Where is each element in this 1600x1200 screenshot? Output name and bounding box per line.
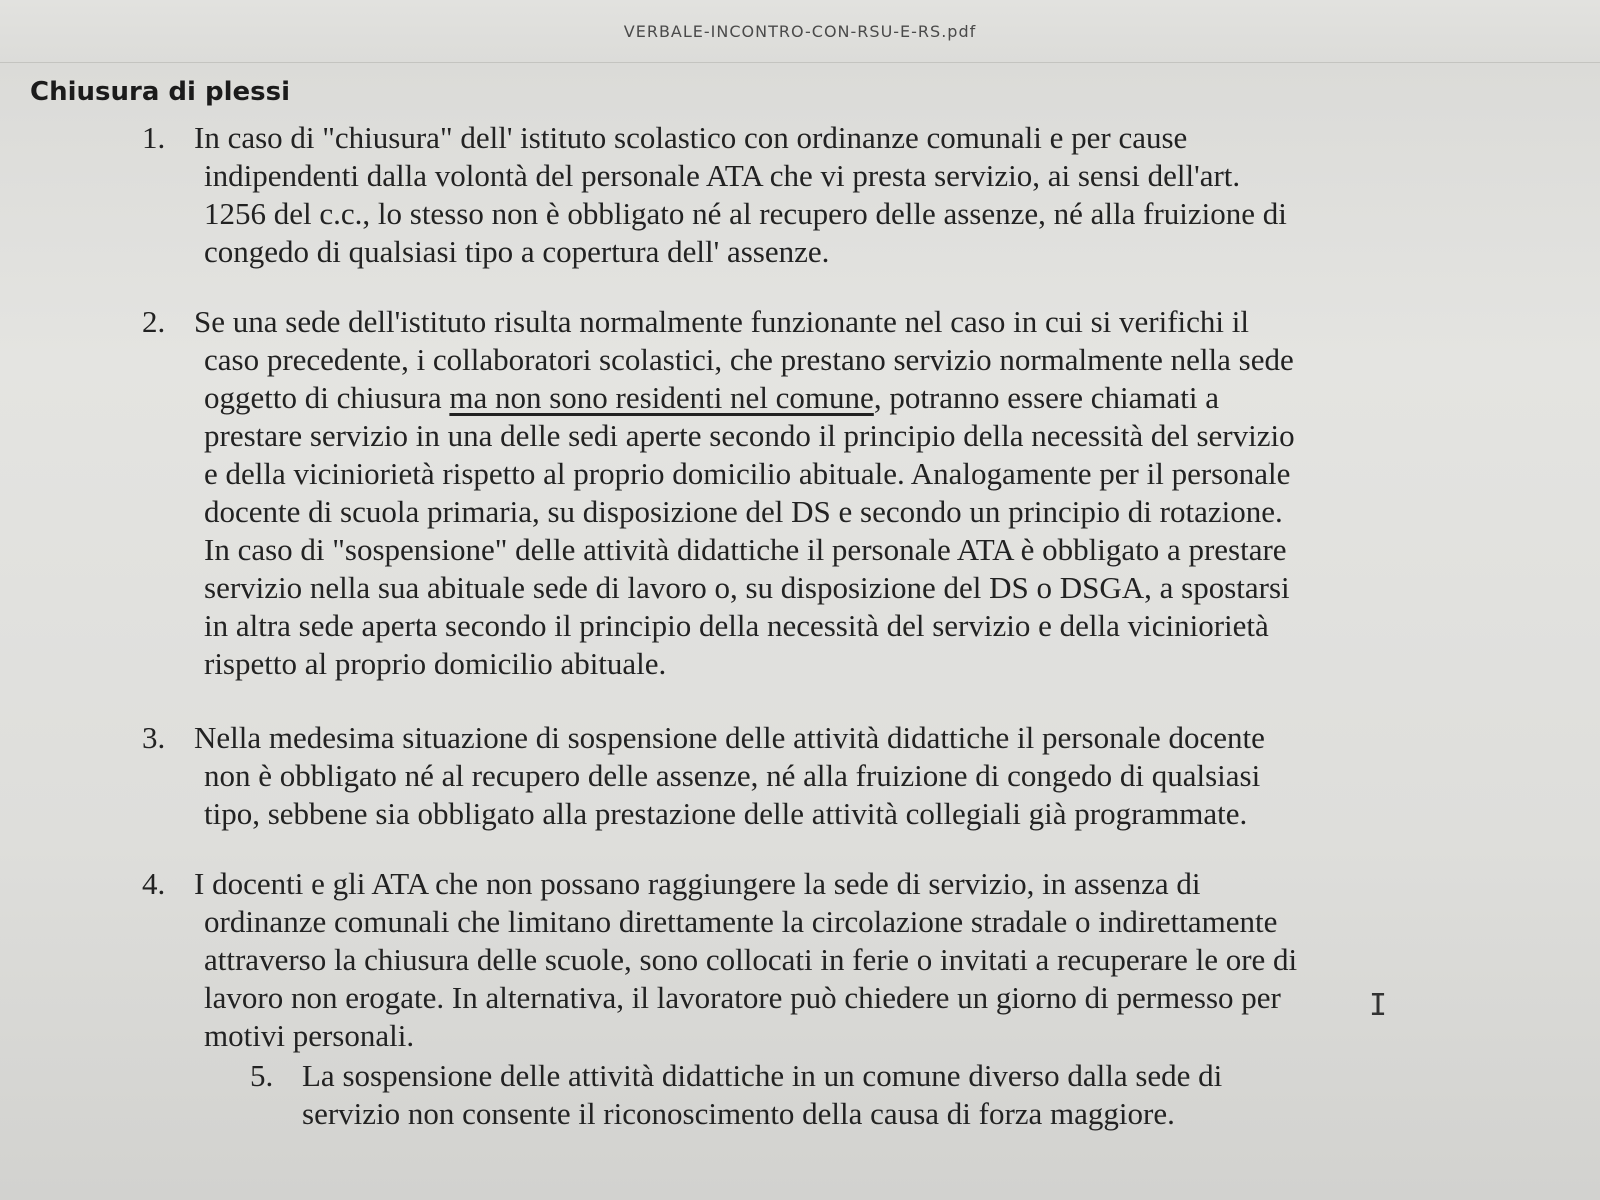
text-run: , potranno essere chiamati a <box>873 380 1219 415</box>
list-item-line: caso precedente, i collaboratori scolastici, che prestano servizio normalmente nella sede <box>204 342 1294 377</box>
section-heading: Chiusura di plessi <box>30 77 291 107</box>
list-item-line: I docenti e gli ATA che non possano raggiungere la sede di servizio, in assenza di <box>194 866 1201 901</box>
list-item-line: tipo, sebbene sia obbligato alla prestazione delle attività collegiali già programmate. <box>204 796 1248 831</box>
list-item-5 <box>250 1057 1458 1133</box>
list-item-number: 4. <box>142 866 166 901</box>
list-item-line: La sospensione delle attività didattiche in un comune diverso dalla sede di <box>302 1058 1223 1093</box>
list-item-line: attraverso la chiusura delle scuole, sono collocati in ferie o invitati a recuperare le ore di <box>204 942 1298 977</box>
list-item-line: ordinanze comunali che limitano direttamente la circolazione stradale o indirettamente <box>204 904 1278 939</box>
window-titlebar <box>0 0 1600 63</box>
list-item-line: congedo di qualsiasi tipo a copertura dell' assenze. <box>204 234 830 269</box>
list-item-4 <box>142 865 1458 1055</box>
document-filename: VERBALE-INCONTRO-CON-RSU-E-RS.pdf <box>623 22 977 41</box>
list-item-line: rispetto al proprio domicilio abituale. <box>204 646 667 681</box>
list-item-number: 5. <box>250 1058 274 1093</box>
list-item-1 <box>142 119 1450 271</box>
list-item-line: in altra sede aperta secondo il principio della necessità del servizio e della viciniorietà <box>204 608 1269 643</box>
list-item-line: In caso di "chiusura" dell' istituto scolastico con ordinanze comunali e per cause <box>194 120 1188 155</box>
list-item-number: 1. <box>142 120 166 155</box>
list-item-number: 3. <box>142 720 166 755</box>
list-item-line: non è obbligato né al recupero delle assenze, né alla fruizione di congedo di qualsiasi <box>204 758 1261 793</box>
list-item-2 <box>142 303 1452 683</box>
text-cursor-icon: I <box>1369 988 1388 1023</box>
list-item-line: docente di scuola primaria, su disposizione del DS e secondo un principio di rotazione. <box>204 494 1283 529</box>
list-item-line-underlined <box>142 379 1452 417</box>
list-item-line: motivi personali. <box>204 1018 415 1053</box>
pdf-page[interactable] <box>0 63 1600 1200</box>
underlined-phrase: ma non sono residenti nel comune <box>449 380 874 415</box>
list-item-line: e della viciniorietà rispetto al proprio domicilio abituale. Analogamente per il personale <box>204 456 1291 491</box>
list-item-line: 1256 del c.c., lo stesso non è obbligato né al recupero delle assenze, né alla fruizione di <box>204 196 1287 231</box>
list-item-3 <box>142 719 1456 833</box>
list-item-line: servizio non consente il riconoscimento della causa di forza maggiore. <box>302 1096 1175 1131</box>
list-item-number: 2. <box>142 304 166 339</box>
list-item-line: indipendenti dalla volontà del personale ATA che vi presta servizio, ai sensi dell'art. <box>204 158 1241 193</box>
list-item-line: lavoro non erogate. In alternativa, il lavoratore può chiedere un giorno di permesso per <box>204 980 1281 1015</box>
list-item-line: prestare servizio in una delle sedi aperte secondo il principio della necessità del servizio <box>204 418 1295 453</box>
list-item-line: Nella medesima situazione di sospensione delle attività didattiche il personale docente <box>194 720 1265 755</box>
list-item-line: Se una sede dell'istituto risulta normalmente funzionante nel caso in cui si verifichi il <box>194 304 1249 339</box>
list-item-line: In caso di "sospensione" delle attività didattiche il personale ATA è obbligato a prestare <box>204 532 1287 567</box>
text-run: oggetto di chiusura <box>204 380 450 415</box>
list-item-line: servizio nella sua abituale sede di lavoro o, su disposizione del DS o DSGA, a spostarsi <box>204 570 1290 605</box>
